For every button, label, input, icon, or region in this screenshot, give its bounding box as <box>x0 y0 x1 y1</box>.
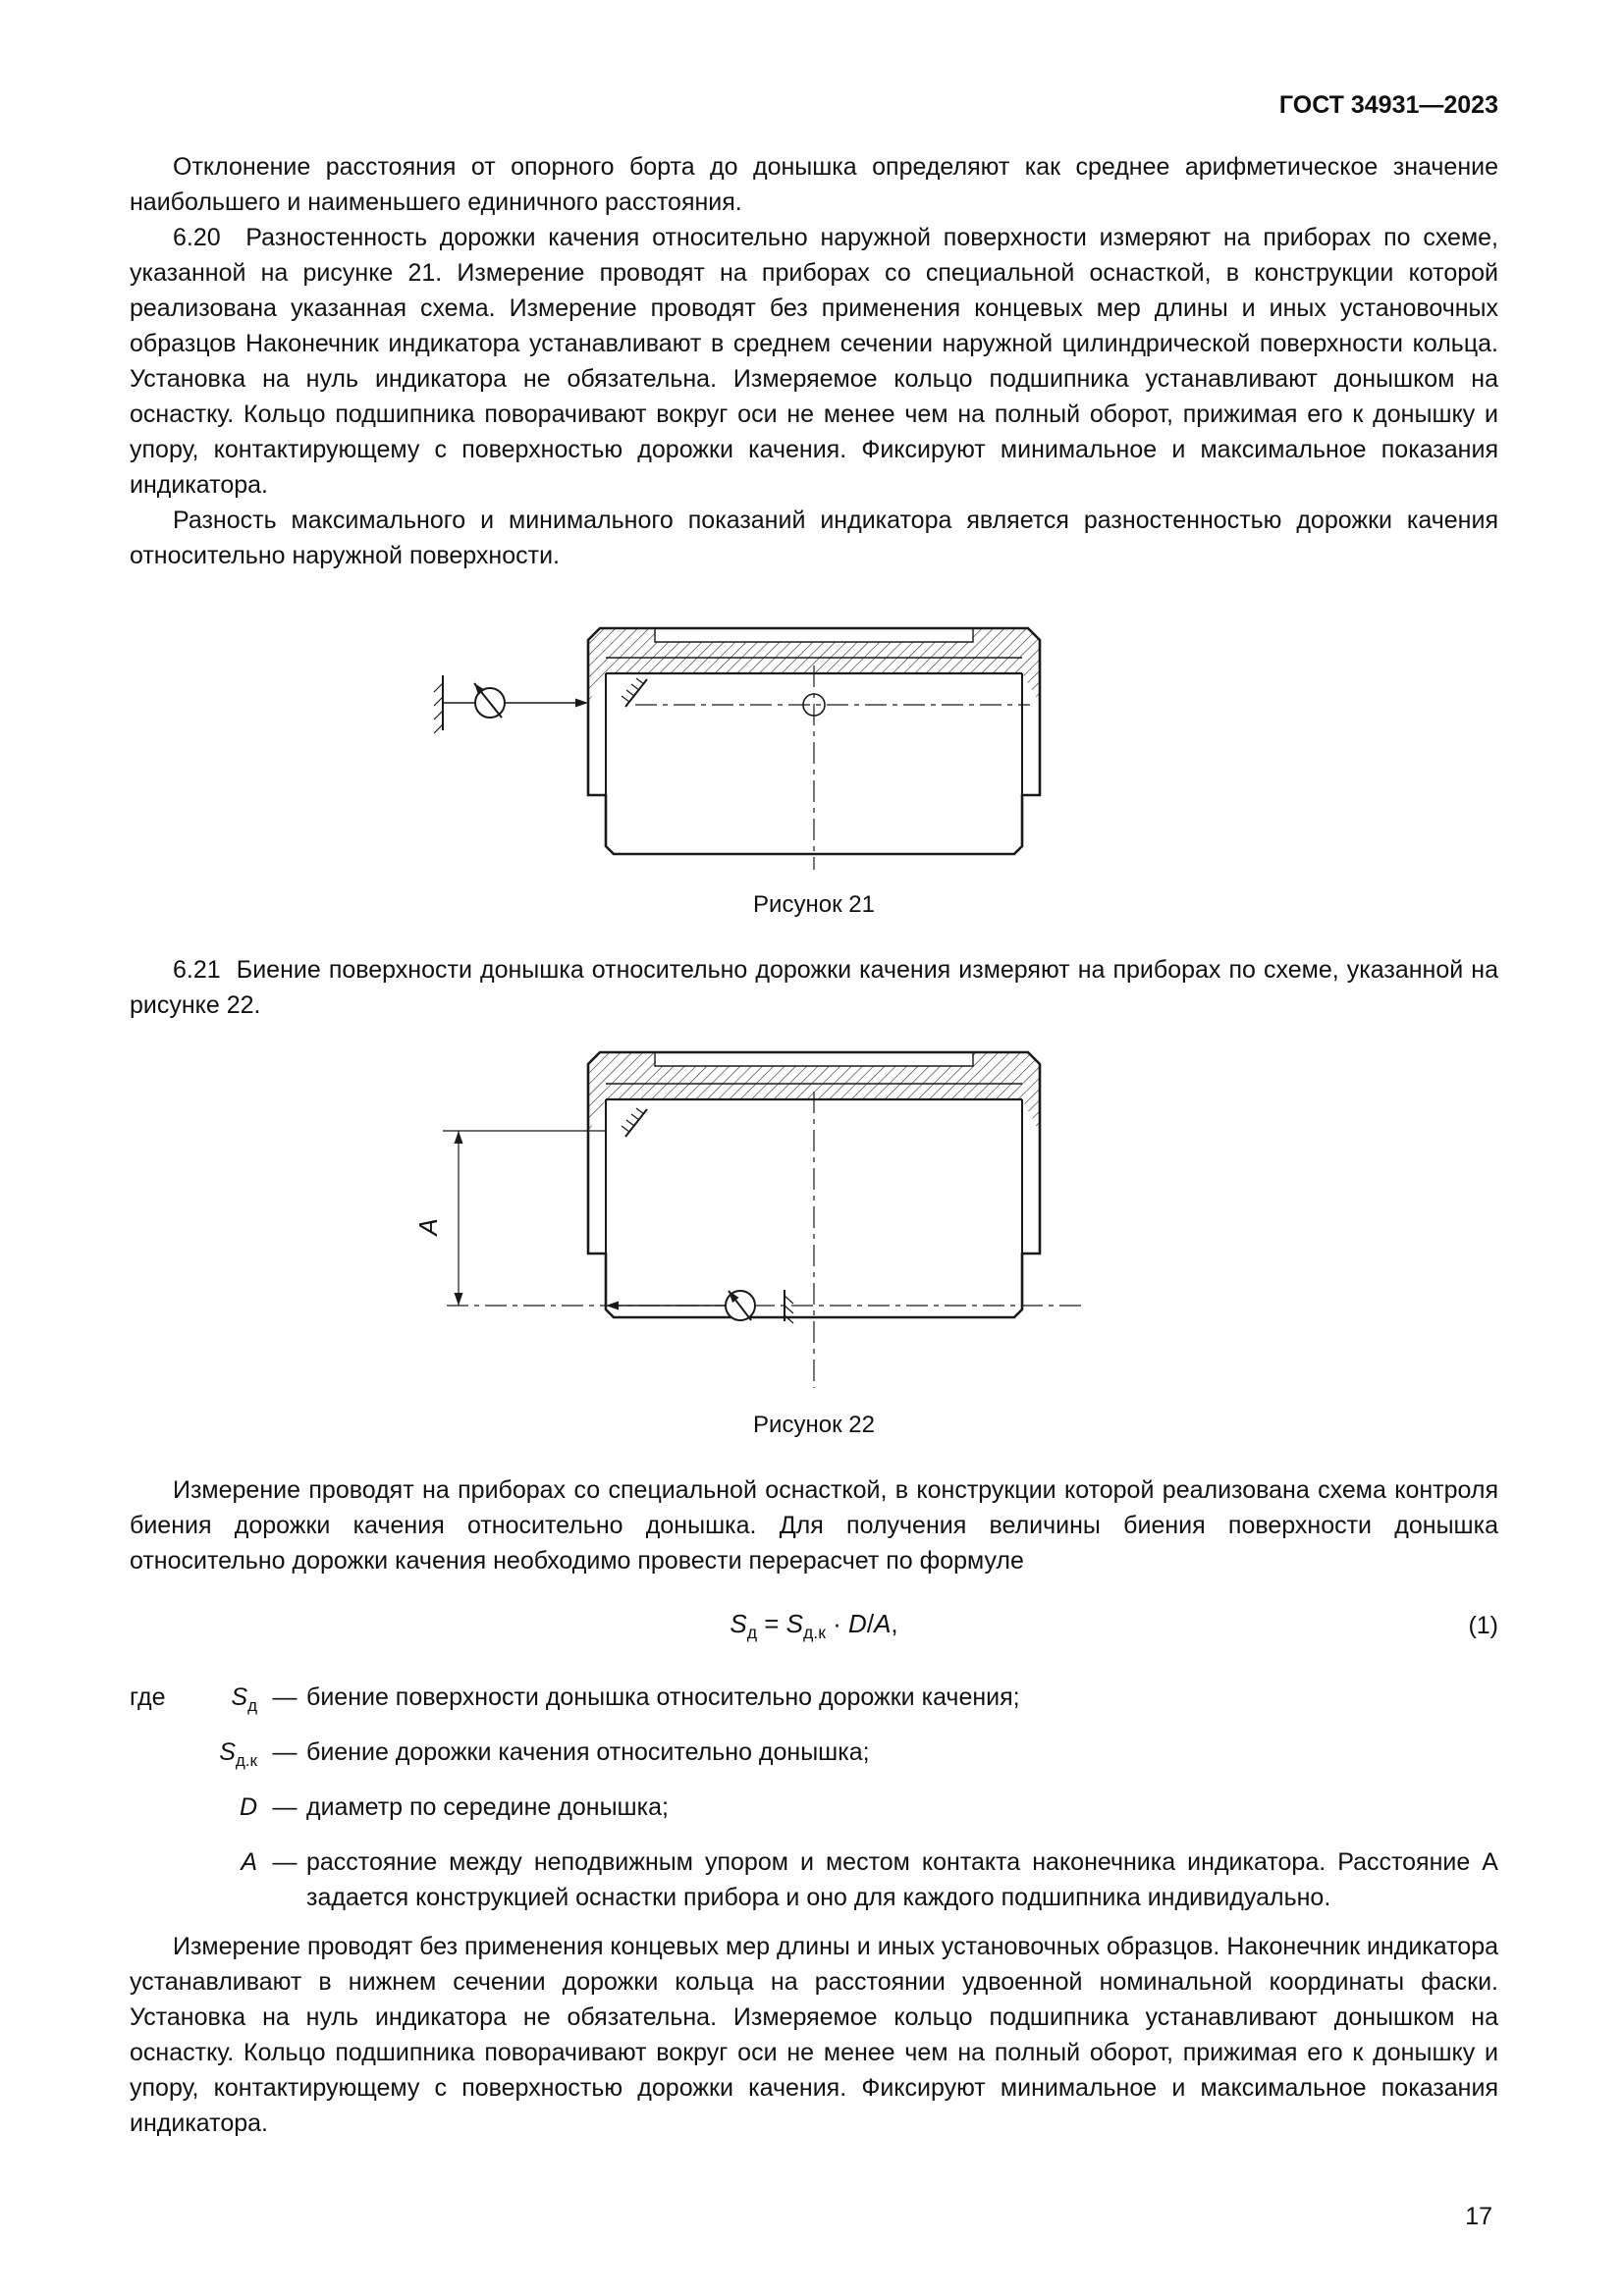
paragraph-final: Измерение проводят без применения концевых мер длины и иных установочных образцов. Наконечник индикатора устанавливают в нижнем сечении дорожки кольца на расстоянии удвоенной номинальной координаты фаски. Установка на нуль индикатора не обязательна. Измеряемое кольцо подшипника устанавливают донышком на оснастку. Кольцо подшипника поворачивают вокруг оси не менее чем на полный оборот, прижимая его к донышку и упору, контактирующему с поверхностью дорожки качения. Фиксируют минимальное и максимальное показания индикатора. <box>130 1933 1499 2138</box>
figure-22-caption: Рисунок 22 <box>753 1412 875 1438</box>
formula-s-right: S <box>785 1609 803 1638</box>
definition-term <box>185 1789 263 1834</box>
definition-text: биение поверхности донышка относительно дорожки качения; <box>306 1683 1020 1712</box>
formula-sub-right: д.к <box>802 1623 826 1643</box>
formula-middot: · <box>825 1609 849 1638</box>
formula-comma: , <box>891 1609 898 1638</box>
stop-support-icon <box>622 1108 647 1137</box>
definition-term <box>185 1844 263 1915</box>
term-symbol: D <box>239 1793 257 1822</box>
stop-support-icon <box>622 678 647 707</box>
measure-arrow <box>575 699 588 708</box>
definitions-list <box>130 1680 1498 1915</box>
formula-var-a: A <box>874 1609 892 1638</box>
term-symbol: S <box>219 1738 236 1767</box>
formula-slash: / <box>866 1609 875 1638</box>
formula-body <box>730 1609 898 1643</box>
paragraph-6-20-result: Разность максимального и минимального показаний индикатора является разностенностью дорожки качения относительно наружной поверхности. <box>130 507 1498 569</box>
figure-21 <box>130 618 1498 919</box>
definitions-where-spacer <box>130 1844 185 1915</box>
figure-22 <box>130 1042 1498 1439</box>
term-symbol: S <box>231 1683 248 1712</box>
formula-1 <box>130 1606 1498 1650</box>
definition-term <box>185 1735 263 1779</box>
dimension-a <box>413 1131 606 1306</box>
definition-text: биение дорожки качения относительно донышка; <box>306 1738 870 1767</box>
figure-21-drawing <box>392 618 1236 876</box>
paragraph-6-21: 6.21 Биение поверхности донышка относительно дорожки качения измеряют на приборах по схеме, указанной на рисунке 22. <box>130 956 1498 1019</box>
definition-dash: — <box>272 1738 298 1767</box>
dimension-a-label: A <box>413 1218 443 1236</box>
dial-indicator-icon <box>606 1291 755 1320</box>
formula-s-left: S <box>730 1609 747 1638</box>
term-subscript: д.к <box>235 1751 257 1771</box>
definition-text: расстояние между неподвижным упором и местом контакта наконечника индикатора. Расстояние A задается конструкцией оснастки прибора и оно для каждого подшипника индивидуально. <box>306 1848 1498 1912</box>
definition-term <box>185 1680 263 1724</box>
formula-number: (1) <box>1468 1612 1498 1639</box>
figure-21-caption: Рисунок 21 <box>753 891 875 918</box>
definition-text: диаметр по середине донышка; <box>306 1793 669 1822</box>
formula-equals: = <box>757 1609 786 1638</box>
definition-dash: — <box>272 1848 298 1877</box>
paragraph-measurement: Измерение проводят на приборах со специальной оснасткой, в конструкции которой реализована схема контроля биения дорожки качения относительно донышка. Для получения величины биения поверхности донышка относительно дорожки качения необходимо провести перерасчет по формуле <box>130 1476 1498 1575</box>
definition-row <box>130 1789 1498 1834</box>
paragraph-intro: Отклонение расстояния от опорного борта до донышка определяют как среднее арифметическое значение наибольшего и наименьшего единичного расстояния. <box>130 153 1498 216</box>
paragraph-6-20: 6.20 Разностенность дорожки качения относительно наружной поверхности измеряют на приборах по схеме, указанной на рисунке 21. Измерение проводят на приборах со специальной оснасткой, в конструкции которой реализована указанная схема. Измерение проводят без применения концевых мер длины и иных установочных образцов Наконечник индикатора устанавливают в среднем сечении наружной цилиндрической поверхности кольца. Установка на нуль индикатора не обязательна. Измеряемое кольцо подшипника устанавливают донышком на оснастку. Кольцо подшипника поворачивают вокруг оси не менее чем на полный оборот, прижимая его к донышку и упору, контактирующему с поверхностью дорожки качения. Фиксируют минимальное и максимальное показания индикатора. <box>130 224 1498 499</box>
definition-dash: — <box>272 1793 298 1822</box>
term-subscript: д <box>247 1696 257 1716</box>
dial-indicator-icon <box>474 683 588 718</box>
formula-var-d: D <box>848 1609 867 1638</box>
definitions-where-spacer <box>130 1789 185 1834</box>
definition-row <box>130 1844 1498 1915</box>
figure-22-drawing <box>352 1042 1275 1396</box>
formula-sub-left: д <box>746 1623 757 1643</box>
definition-dash: — <box>272 1683 298 1712</box>
doc-number: ГОСТ 34931—2023 <box>1278 91 1498 119</box>
page-number: 17 <box>1465 2203 1492 2230</box>
term-symbol: A <box>241 1848 257 1877</box>
definition-row <box>130 1735 1498 1779</box>
definitions-where-spacer <box>130 1735 185 1779</box>
measure-arrow <box>606 1302 619 1310</box>
definition-row <box>130 1680 1498 1724</box>
definitions-where: где <box>130 1683 166 1712</box>
fixed-support-icon <box>434 675 475 733</box>
